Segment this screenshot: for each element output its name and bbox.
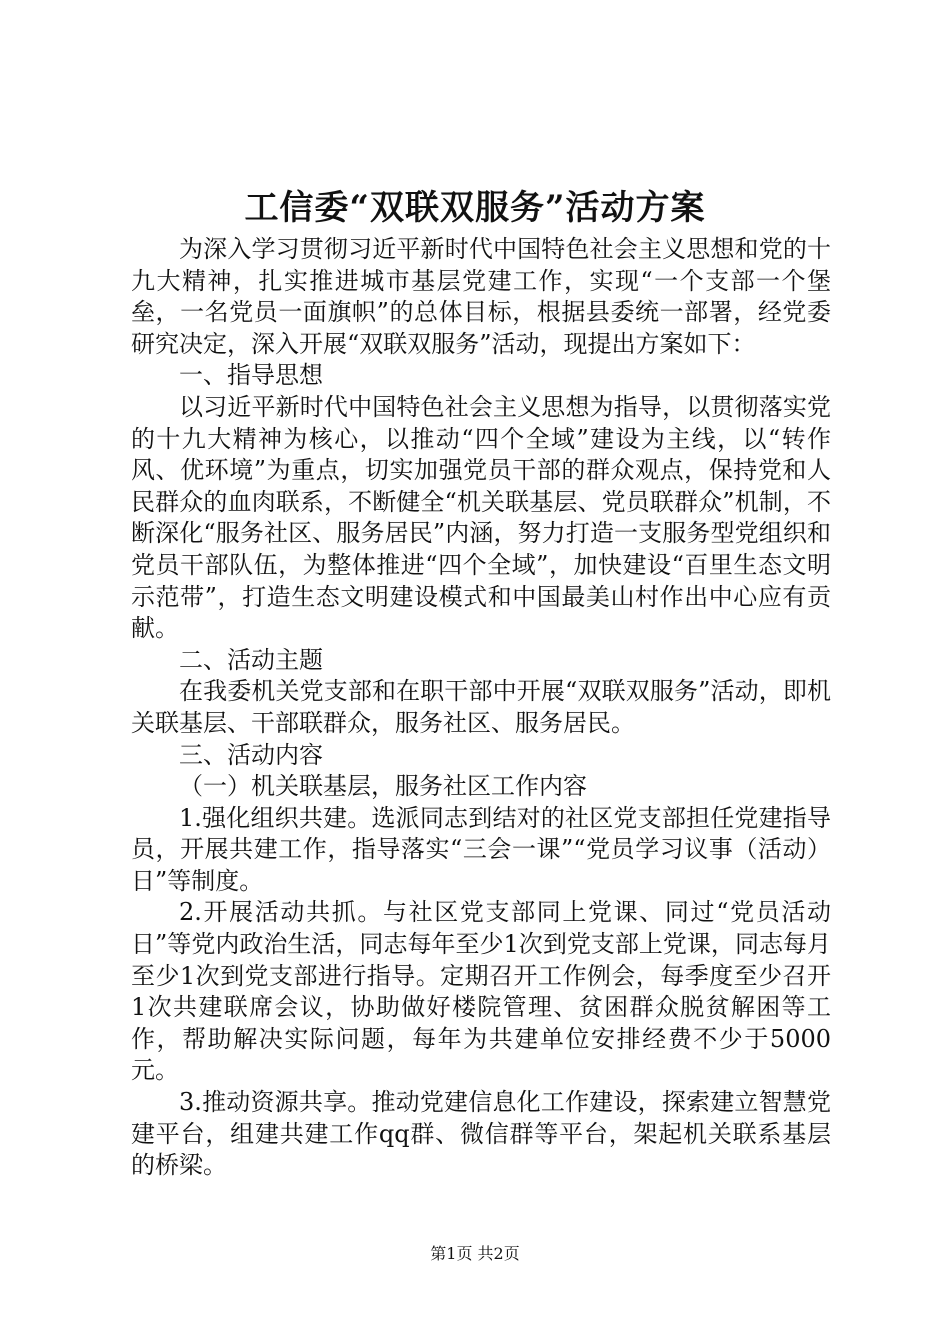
subsection-heading-1: （一）机关联基层，服务社区工作内容 [179, 772, 587, 801]
section-heading-activity-content: 三、活动内容 [179, 740, 323, 769]
section-heading-activity-theme: 二、活动主题 [179, 645, 323, 674]
guiding-ideology-paragraph: 以习近平新时代中国特色社会主义思想为指导，以贯彻落实党的十九大精神为核心，以推动“四个全域”建设为主线，以“转作风、优环境”为重点，切实加强党员干部的群众观点，保持党和人民群众的血肉联系，不断健全“机关联基层、党员联群众”机制，不断深化“服务社区、服务居民”内涵，努力打造一支服务型党组织和党员干部队伍，为整体推进“四个全域”，加快建设“百里生态文明示范带”，打造生态文明建设模式和中国最美山村作出中心应有贡献。 [131, 392, 831, 643]
content-item-3: 3.推动资源共享。推动党建信息化工作建设，探索建立智慧党建平台，组建共建工作qq群、微信群等平台，架起机关联系基层的桥梁。 [131, 1088, 831, 1180]
page-footer: 第1页 共2页 [430, 1244, 520, 1263]
content-item-2: 2.开展活动共抓。与社区党支部同上党课、同过“党员活动日”等党内政治生活，同志每年至少1次到党支部上党课，同志每月至少1次到党支部进行指导。定期召开工作例会，每季度至少召开1次共建联席会议，协助做好楼院管理、贫困群众脱贫解困等工作，帮助解决实际问题，每年为共建单位安排经费不少于5000元。 [131, 898, 831, 1085]
content-item-1: 1.强化组织共建。选派同志到结对的社区党支部担任党建指导员，开展共建工作，指导落实“三会一课”“党员学习议事（活动）日”等制度。 [131, 803, 831, 895]
activity-theme-paragraph: 在我委机关党支部和在职干部中开展“双联双服务”活动，即机关联基层、干部联群众，服务社区、服务居民。 [131, 677, 831, 737]
document-body [131, 234, 831, 1182]
intro-paragraph: 为深入学习贯彻习近平新时代中国特色社会主义思想和党的十九大精神，扎实推进城市基层党建工作，实现“一个支部一个堡垒，一名党员一面旗帜”的总体目标，根据县委统一部署，经党委研究决定，深入开展“双联双服务”活动，现提出方案如下： [131, 235, 831, 358]
document-title: 工信委“双联双服务”活动方案 [244, 188, 706, 228]
section-heading-guiding-ideology: 一、指导思想 [179, 361, 323, 390]
